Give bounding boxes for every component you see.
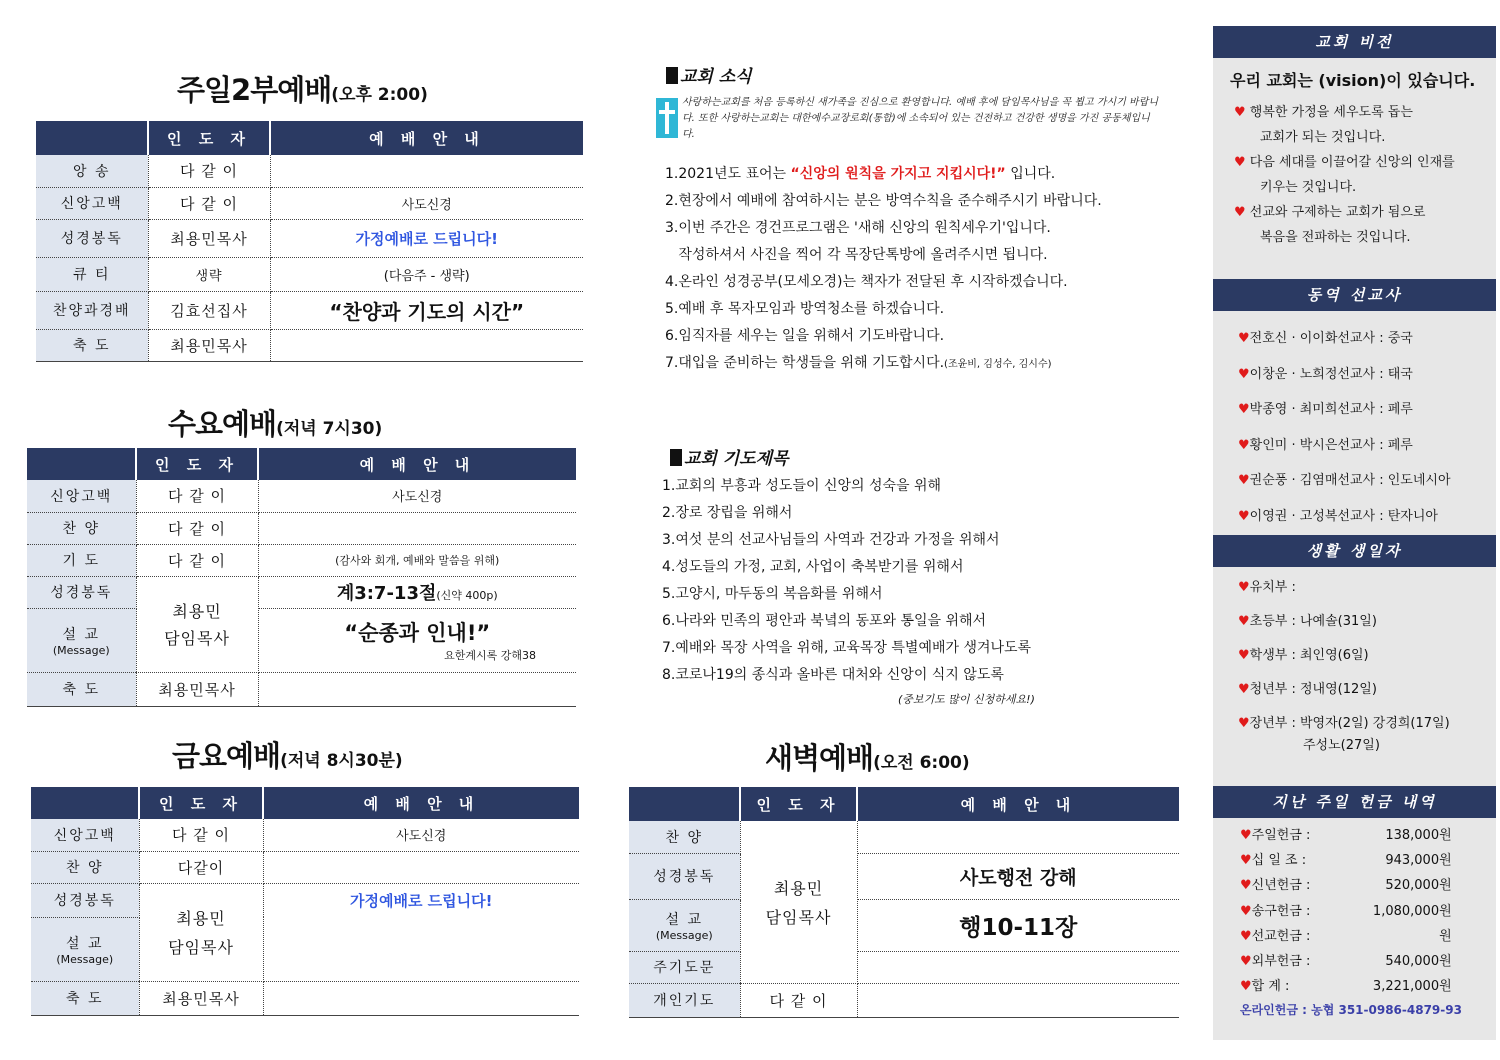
- row-guide: [258, 608, 576, 672]
- square-bullet-icon: [670, 449, 682, 466]
- row-label: 성경봉독: [36, 219, 148, 257]
- row-leader: 다 같 이: [740, 983, 857, 1017]
- heart-icon: ♥: [1240, 979, 1252, 995]
- missionary-item: ♥전호신 · 이이화선교사 : 중국: [1238, 331, 1413, 346]
- birthday-item: ♥청년부 : 정내영(12일): [1238, 682, 1377, 697]
- table-row: [629, 853, 1179, 899]
- row-leader: 생략: [148, 257, 270, 291]
- friday-title: [172, 734, 403, 775]
- sunday2-table: [36, 121, 583, 362]
- row-label: 앙 송: [36, 155, 148, 187]
- row-guide: [258, 512, 576, 544]
- vision-item: ♥ 다음 세대를 이끌어갈 신앙의 인재를: [1234, 155, 1455, 170]
- square-bullet-icon: [666, 67, 678, 84]
- table-row: [629, 821, 1179, 853]
- row-guide: 사도행전 강해: [857, 853, 1179, 899]
- pastor-name: 최용민: [773, 878, 824, 898]
- header-leader: 인 도 자: [148, 121, 270, 155]
- table-row: [36, 329, 583, 361]
- sermon-title: “순종과 인내!”: [344, 621, 491, 645]
- row-label: 신앙고백: [31, 819, 139, 851]
- news-item: 3.이번 주간은 경건프로그램은 '새해 신앙의 원칙세우기'입니다.: [665, 220, 1051, 236]
- heart-icon: ♥: [1238, 648, 1250, 663]
- row-label: 큐 티: [36, 257, 148, 291]
- table-row: [31, 917, 579, 981]
- birthday-item: ♥장년부 : 박영자(2일) 강경희(17일): [1238, 716, 1450, 731]
- header-leader: 인 도 자: [139, 787, 263, 819]
- birthday-extra: 주성노(27일): [1303, 738, 1380, 753]
- news-list: [665, 161, 1102, 378]
- news-item: 7.대입을 준비하는 학생들을 위해 기도합시다.(조윤비, 김성수, 김시수): [665, 355, 1052, 371]
- row-guide: 사도신경: [258, 480, 576, 512]
- dawn-table: [629, 787, 1179, 1018]
- heart-icon: ♥: [1240, 928, 1252, 944]
- header-leader: 인 도 자: [740, 787, 857, 821]
- scripture-ref: 계3:7-13절: [336, 583, 437, 604]
- heart-icon: ♥: [1238, 437, 1250, 453]
- row-leader: 다 같 이: [139, 819, 263, 851]
- heart-icon: ♥: [1238, 402, 1250, 417]
- row-label: 찬 양: [31, 851, 139, 883]
- heart-icon: ♥: [1240, 954, 1252, 970]
- row-guide: [258, 576, 576, 608]
- row-guide: “찬양과 기도의 시간”: [270, 291, 583, 329]
- vision-intro: 우리 교회는 (vision)이 있습니다.: [1230, 71, 1476, 90]
- news-heading: [666, 62, 752, 87]
- dawn-title: [765, 736, 970, 777]
- row-label: 신앙고백: [27, 480, 136, 512]
- table-row: [27, 672, 576, 706]
- table-row: [629, 951, 1179, 983]
- missionary-item: ♥이창운 · 노희정선교사 : 태국: [1238, 366, 1413, 382]
- header-cell: [27, 448, 136, 480]
- row-guide: (다음주 - 생략): [270, 257, 583, 291]
- table-row: [27, 512, 576, 544]
- heart-icon: ♥: [1234, 205, 1246, 220]
- prayer-item: 7.예배와 목장 사역을 위해, 교육목장 특별예배가 생겨나도록: [662, 640, 1032, 656]
- table-row: [31, 819, 579, 851]
- scripture-page: (신약 400p): [436, 589, 498, 602]
- row-label-text: 설 교: [665, 911, 703, 928]
- table-row: [36, 187, 583, 219]
- heart-icon: ♥: [1238, 366, 1250, 382]
- heart-icon: ♥: [1234, 155, 1246, 170]
- prayer-item: 6.나라와 민족의 평안과 북녘의 동포와 통일을 위해서: [662, 613, 987, 629]
- heart-icon: ♥: [1238, 614, 1250, 629]
- missionaries-heading: 동역 선교사: [1213, 279, 1496, 311]
- row-leader: 최용민목사: [136, 672, 258, 706]
- pastor-title: 담임목사: [765, 907, 832, 927]
- row-guide: 가정예배로 드립니다!: [350, 891, 493, 910]
- news-item: 4.온라인 성경공부(모세오경)는 책자가 전달된 후 시작하겠습니다.: [665, 274, 1068, 290]
- heart-icon: ♥: [1238, 473, 1250, 488]
- row-label-sub: (Message): [655, 928, 713, 942]
- prayer-note: (중보기도 많이 신청하세요!): [898, 693, 1035, 706]
- prayer-item: 5.고양시, 마두동의 복음화를 위해서: [662, 586, 883, 602]
- heart-icon: ♥: [1238, 508, 1250, 524]
- heart-icon: ♥: [1240, 878, 1252, 894]
- row-label: [629, 899, 740, 951]
- header-cell: [629, 787, 740, 821]
- offering-item: ♥선교헌금 : 원: [1240, 928, 1452, 944]
- offering-item: ♥합 계 : 3,221,000원: [1240, 979, 1452, 995]
- news-item: 2.현장에서 예배에 참여하시는 분은 방역수칙을 준수해주시기 바랍니다.: [665, 193, 1102, 209]
- section-title: 주일2부예배: [177, 73, 332, 107]
- row-leader: 김효선집사: [148, 291, 270, 329]
- news-item: 5.예배 후 목자모임과 방역청소를 하겠습니다.: [665, 301, 945, 317]
- row-guide: [270, 329, 583, 361]
- row-label: 성경봉독: [31, 883, 139, 917]
- friday-table: [31, 787, 579, 1016]
- missionary-item: ♥박종영 · 최미희선교사 : 페루: [1238, 402, 1413, 417]
- row-label: 성경봉독: [629, 853, 740, 899]
- row-guide: [857, 821, 1179, 853]
- section-time: (저녁 8시30분): [280, 751, 403, 771]
- row-label: 주기도문: [629, 951, 740, 983]
- section-time: (오후 2:00): [331, 85, 428, 105]
- table-row: [27, 576, 576, 608]
- offering-heading: 지난 주일 헌금 내역: [1213, 786, 1496, 818]
- row-label-sub: (Message): [52, 643, 110, 657]
- header-guide: 예 배 안 내: [270, 121, 583, 155]
- row-label: 성경봉독: [27, 576, 136, 608]
- section-title: 새벽예배: [765, 741, 874, 775]
- row-guide: 가정예배로 드립니다!: [270, 219, 583, 257]
- heart-icon: ♥: [1240, 828, 1252, 843]
- header-leader: 인 도 자: [136, 448, 258, 480]
- missionary-item: ♥황인미 · 박시은선교사 : 페루: [1238, 437, 1413, 453]
- sermon-note: 요한계시록 강해38: [444, 649, 536, 662]
- row-label-sub: (Message): [56, 952, 114, 966]
- header-guide: 예 배 안 내: [263, 787, 579, 819]
- wednesday-table: [27, 448, 576, 707]
- table-row: [31, 981, 579, 1015]
- sunday2-title: [177, 68, 428, 109]
- row-guide: [258, 672, 576, 706]
- missionary-list: [1238, 321, 1451, 534]
- row-leader: 다 같 이: [136, 512, 258, 544]
- pastor-name: 최용민: [176, 909, 226, 928]
- row-leader: 최용민목사: [148, 219, 270, 257]
- vision-item-cont: 교회가 되는 것입니다.: [1260, 130, 1386, 145]
- table-row: [31, 851, 579, 883]
- table-row: [31, 883, 579, 917]
- table-row: [36, 219, 583, 257]
- table-row: [629, 899, 1179, 951]
- row-guide: [270, 155, 583, 187]
- row-leader: 최용민목사: [148, 329, 270, 361]
- table-row: [27, 608, 576, 672]
- birthday-item: ♥유치부 :: [1238, 580, 1296, 595]
- header-guide: 예 배 안 내: [857, 787, 1179, 821]
- row-leader: 최용민목사: [139, 981, 263, 1015]
- row-leader: 다 같 이: [148, 187, 270, 219]
- pastor-cell: [740, 821, 857, 983]
- birthday-item: ♥학생부 : 최인영(6일): [1238, 648, 1369, 663]
- row-leader: 다 같 이: [148, 155, 270, 187]
- row-label: 찬 양: [629, 821, 740, 853]
- news-intro: 사랑하는교회를 처음 등록하신 새가족을 진심으로 환영합니다. 예배 후에 담임목사님을 꼭 뵙고 가시기 바랍니다. 또한 사랑하는교회는 대한예수교장로회(통합)에 소속되어 있는 건전하고 건강한 생명을 가진 공동체입니다.: [682, 97, 1159, 140]
- row-label: 찬양과경배: [36, 291, 148, 329]
- offering-item: ♥송구헌금 : 1,080,000원: [1240, 903, 1452, 919]
- prayer-list: [662, 473, 1031, 689]
- row-label: 찬 양: [27, 512, 136, 544]
- vision-item: ♥ 선교와 구제하는 교회가 됨으로: [1234, 205, 1426, 220]
- offering-item: ♥주일헌금 : 138,000원: [1240, 828, 1452, 843]
- section-time: (저녁 7시30): [276, 419, 383, 439]
- heart-icon: ♥: [1238, 331, 1250, 346]
- row-leader: 다 같 이: [136, 544, 258, 576]
- row-label: [27, 608, 136, 672]
- row-guide: 사도신경: [270, 187, 583, 219]
- row-label: [31, 917, 139, 981]
- header-guide: 예 배 안 내: [258, 448, 576, 480]
- prayer-item: 4.성도들의 가정, 교회, 사업이 축복받기를 위해서: [662, 559, 964, 575]
- row-guide: [263, 851, 579, 883]
- birthday-list: [1238, 571, 1450, 741]
- vision-list: [1234, 100, 1455, 250]
- section-title: 수요예배: [168, 407, 277, 441]
- offering-list: [1240, 823, 1452, 999]
- prayer-item: 3.여섯 분의 선교사님들의 사역과 건강과 가정을 위해서: [662, 532, 1000, 548]
- table-row: [27, 480, 576, 512]
- table-row: [629, 983, 1179, 1017]
- pastor-cell: [139, 883, 263, 981]
- section-title: 금요예배: [172, 739, 281, 773]
- heart-icon: ♥: [1238, 716, 1250, 731]
- row-label: 축 도: [31, 981, 139, 1015]
- pastor-name: 최용민: [172, 602, 222, 621]
- row-guide: 행10-11장: [857, 899, 1179, 951]
- row-label: 신앙고백: [36, 187, 148, 219]
- row-label-text: 설 교: [66, 935, 104, 952]
- prayer-item: 2.장로 장립을 위해서: [662, 505, 793, 521]
- heart-icon: ♥: [1240, 903, 1252, 919]
- vision-item: ♥ 행복한 가정을 세우도록 돕는: [1234, 105, 1413, 120]
- vision-heading: 교회 비전: [1213, 26, 1496, 58]
- table-row: [36, 291, 583, 329]
- header-cell: [36, 121, 148, 155]
- heart-icon: ♥: [1240, 853, 1252, 869]
- table-row: [36, 257, 583, 291]
- missionary-item: ♥권순풍 · 김염매선교사 : 인도네시아: [1238, 473, 1451, 488]
- pastor-cell: [136, 576, 258, 672]
- vision-item-cont: 복음을 전파하는 것입니다.: [1260, 230, 1411, 245]
- row-guide: [857, 951, 1179, 983]
- table-row: [36, 155, 583, 187]
- heart-icon: ♥: [1234, 105, 1246, 120]
- row-label: 축 도: [27, 672, 136, 706]
- news-item: 작성하셔서 사진을 찍어 각 목장단톡방에 올려주시면 됩니다.: [665, 247, 1048, 263]
- row-label: 개인기도: [629, 983, 740, 1017]
- birthday-item: ♥초등부 : 나예솔(31일): [1238, 614, 1377, 629]
- missionary-item: ♥이영권 · 고성복선교사 : 탄자니아: [1238, 508, 1438, 524]
- offering-item: ♥신년헌금 : 520,000원: [1240, 878, 1452, 894]
- row-leader: 다 같 이: [136, 480, 258, 512]
- prayer-item: 8.코로나19의 종식과 올바른 대처와 신앙이 식지 않도록: [662, 667, 1004, 683]
- wednesday-title: [168, 402, 382, 443]
- vision-item-cont: 키우는 것입니다.: [1260, 180, 1357, 195]
- prayer-heading-text: 교회 기도제목: [684, 449, 789, 469]
- birthdays-heading: 생활 생일자: [1213, 535, 1496, 567]
- pastor-title: 담임목사: [164, 629, 230, 648]
- row-leader: 다같이: [139, 851, 263, 883]
- heart-icon: ♥: [1238, 580, 1250, 595]
- row-guide: [857, 983, 1179, 1017]
- offering-item: ♥외부헌금 : 540,000원: [1240, 954, 1452, 970]
- row-guide: (감사와 회개, 예배와 말씀을 위해): [258, 544, 576, 576]
- prayer-item: 1.교회의 부흥과 성도들이 신앙의 성숙을 위해: [662, 478, 942, 494]
- offering-item: ♥십 일 조 : 943,000원: [1240, 853, 1452, 869]
- table-row: [27, 544, 576, 576]
- section-time: (오전 6:00): [873, 753, 970, 773]
- row-guide: [263, 917, 579, 981]
- row-label-text: 설 교: [62, 626, 100, 643]
- header-cell: [31, 787, 139, 819]
- row-guide: 사도신경: [263, 819, 579, 851]
- row-label: 기 도: [27, 544, 136, 576]
- prayer-heading: [670, 444, 788, 469]
- news-item: 6.임직자를 세우는 일을 위해서 기도바랍니다.: [665, 328, 945, 344]
- news-item: 1.2021년도 표어는 “신앙의 원칙을 가지고 지킵시다!” 입니다.: [665, 166, 1056, 182]
- news-heading-text: 교회 소식: [680, 67, 752, 87]
- heart-icon: ♥: [1238, 682, 1250, 697]
- pastor-title: 담임목사: [168, 938, 234, 957]
- cross-icon: [656, 98, 678, 138]
- row-guide: [263, 981, 579, 1015]
- online-offering-account: 온라인헌금 : 농협 351-0986-4879-93: [1240, 1003, 1462, 1017]
- row-label: 축 도: [36, 329, 148, 361]
